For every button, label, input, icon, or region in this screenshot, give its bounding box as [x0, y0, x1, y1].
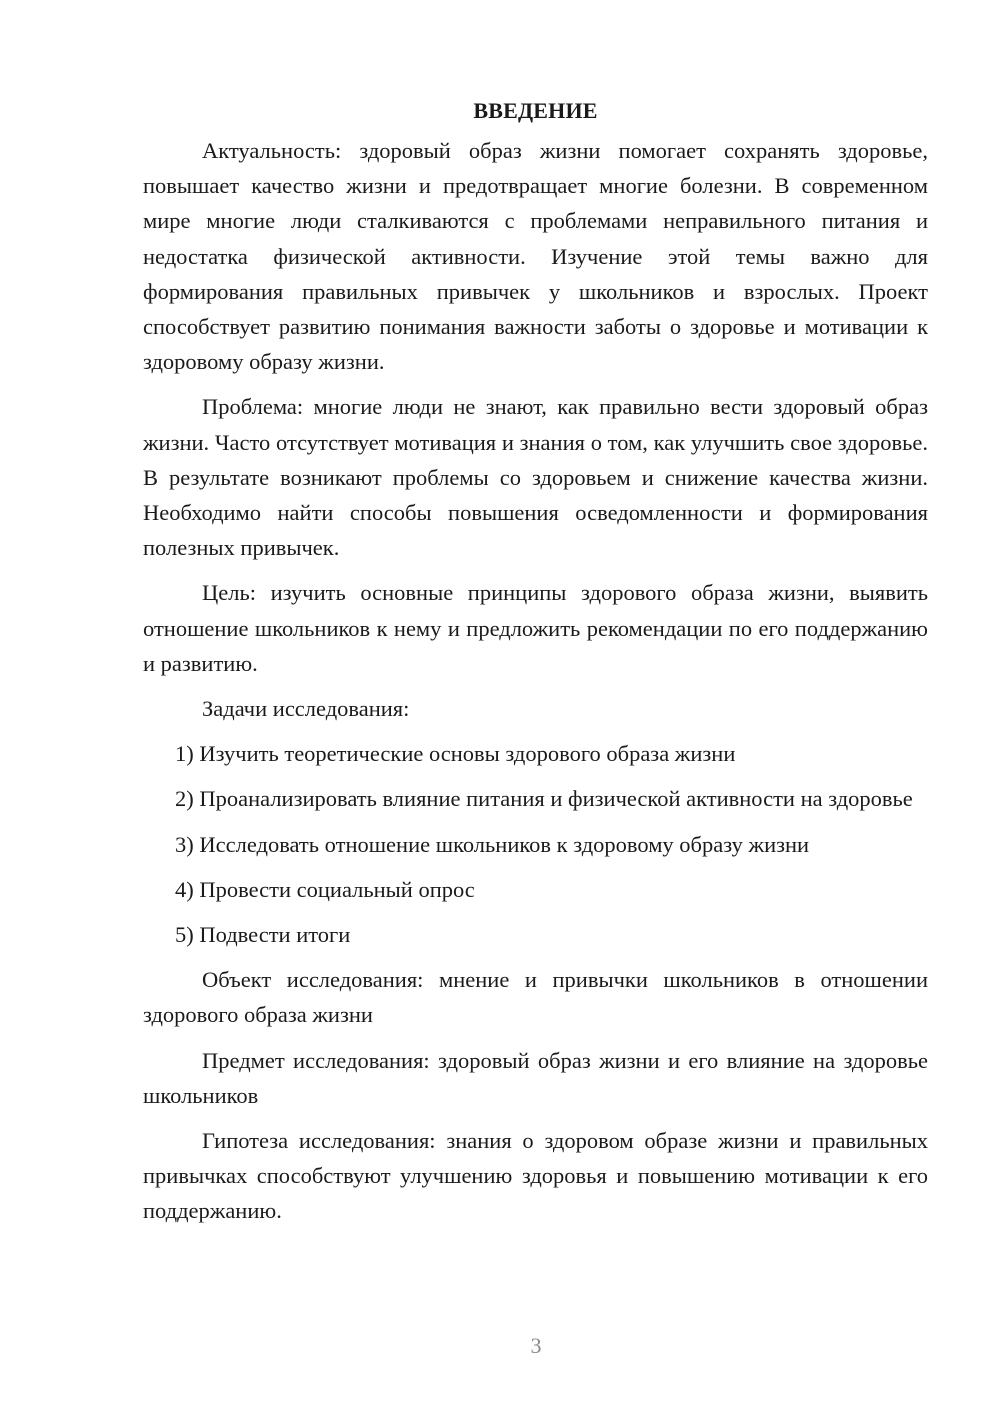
page-content	[143, 93, 928, 1239]
tasks-heading: Задачи исследования:	[202, 696, 410, 722]
problem-paragraph: Проблема: многие люди не знают, как правильно вести здоровый образ жизни. Часто отсутствует мотивация и знания о том, как улучшить свое здоровье. В результате возникают проблемы со здоровьем и снижение качества жизни. Необходимо найти способы повышения осведомленности и формирования полезных привычек.	[143, 394, 928, 561]
task-item-1: 1) Изучить теоретические основы здорового образа жизни	[175, 741, 736, 767]
hypothesis-paragraph: Гипотеза исследования: знания о здоровом образе жизни и правильных привычках способствуют улучшению здоровья и повышению мотивации к его поддержанию.	[143, 1128, 928, 1224]
page-number: 3	[530, 1333, 542, 1358]
task-item-5: 5) Подвести итоги	[175, 922, 351, 948]
task-item-2: 2) Проанализировать влияние питания и физической активности на здоровье	[175, 786, 913, 812]
object-paragraph: Объект исследования: мнение и привычки школьников в отношении здорового образа жизни	[143, 967, 928, 1028]
task-item-4: 4) Провести социальный опрос	[175, 876, 475, 902]
relevance-paragraph: Актуальность: здоровый образ жизни помогает сохранять здоровье, повышает качество жизни и предотвращает многие болезни. В современном мире многие люди сталкиваются с проблемами неправильного питания и недостатка физической активности. Изучение этой темы важно для формирования правильных привычек у школьников и взрослых. Проект способствует развитию понимания важности заботы о здоровье и мотивации к здоровому образу жизни.	[143, 138, 928, 375]
task-item-3: 3) Исследовать отношение школьников к здоровому образу жизни	[175, 831, 810, 857]
section-title: ВВЕДЕНИЕ	[473, 98, 598, 123]
subject-paragraph: Предмет исследования: здоровый образ жизни и его влияние на здоровье школьников	[143, 1047, 928, 1108]
goal-paragraph: Цель: изучить основные принципы здорового образа жизни, выявить отношение школьников к нему и предложить рекомендации по его поддержанию и развитию.	[143, 580, 928, 676]
